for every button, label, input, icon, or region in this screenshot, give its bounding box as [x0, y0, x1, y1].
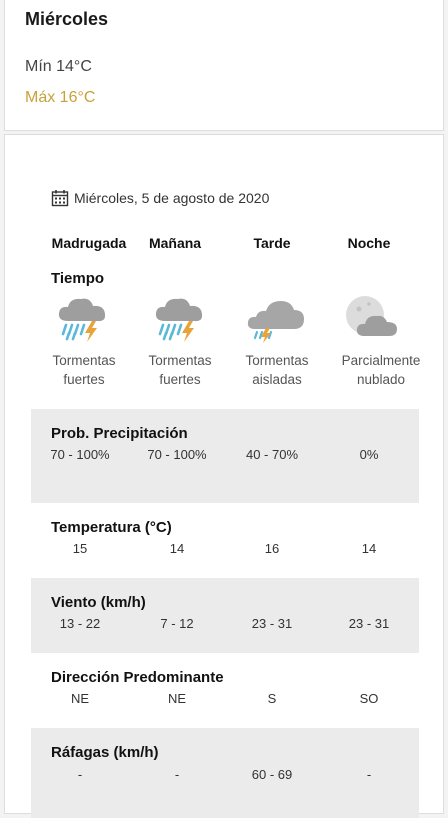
- forecast-date: Miércoles, 5 de agosto de 2020: [74, 190, 270, 206]
- period-header: Mañana: [148, 235, 202, 251]
- temperature-value: 14: [361, 541, 377, 556]
- storm-heavy-icon: [151, 293, 207, 343]
- wind-value: 23 - 31: [251, 616, 293, 631]
- gusts-label: Ráfagas (km/h): [51, 744, 159, 761]
- direction-label: Dirección Predominante: [51, 669, 224, 686]
- temperature-value: 16: [264, 541, 280, 556]
- wind-value: 23 - 31: [348, 616, 390, 631]
- period-header: Noche: [347, 235, 391, 251]
- condition-text: Tormentas aisladas: [245, 353, 309, 387]
- precipitation-value: 0%: [359, 447, 379, 462]
- date-row: [51, 189, 269, 207]
- period-header: Madrugada: [51, 235, 127, 251]
- day-summary-card: [4, 0, 444, 131]
- precipitation-label: Prob. Precipitación: [51, 425, 188, 442]
- partly-cloudy-night-icon: [343, 293, 401, 343]
- wind-value: 7 - 12: [160, 616, 194, 631]
- day-title: Miércoles: [25, 9, 109, 29]
- wind-value: 13 - 22: [59, 616, 101, 631]
- wind-label: Viento (km/h): [51, 594, 146, 611]
- calendar-icon: [51, 189, 69, 207]
- direction-value: SO: [359, 691, 379, 706]
- forecast-detail-card: [4, 134, 444, 814]
- storm-isolated-icon: [245, 293, 307, 343]
- gusts-value: -: [174, 767, 180, 782]
- weather-label: Tiempo: [51, 270, 105, 287]
- period-header: Tarde: [253, 235, 291, 251]
- gusts-value: 60 - 69: [251, 767, 293, 782]
- storm-heavy-icon: [54, 293, 110, 343]
- temperature-value: 14: [169, 541, 185, 556]
- gusts-value: -: [77, 767, 83, 782]
- min-temperature: Mín 14°C: [25, 58, 92, 75]
- condition-text: Tormentas fuertes: [148, 353, 212, 387]
- precipitation-value: 70 - 100%: [50, 447, 110, 462]
- gusts-value: -: [366, 767, 372, 782]
- max-temperature: Máx 16°C: [25, 89, 96, 106]
- temperature-value: 15: [72, 541, 88, 556]
- direction-value: NE: [70, 691, 90, 706]
- condition-text: Parcialmente nublado: [341, 353, 421, 387]
- direction-value: NE: [167, 691, 187, 706]
- condition-text: Tormentas fuertes: [52, 353, 116, 387]
- precipitation-value: 70 - 100%: [147, 447, 207, 462]
- direction-value: S: [267, 691, 277, 706]
- temperature-label: Temperatura (°C): [51, 519, 172, 536]
- precipitation-value: 40 - 70%: [245, 447, 299, 462]
